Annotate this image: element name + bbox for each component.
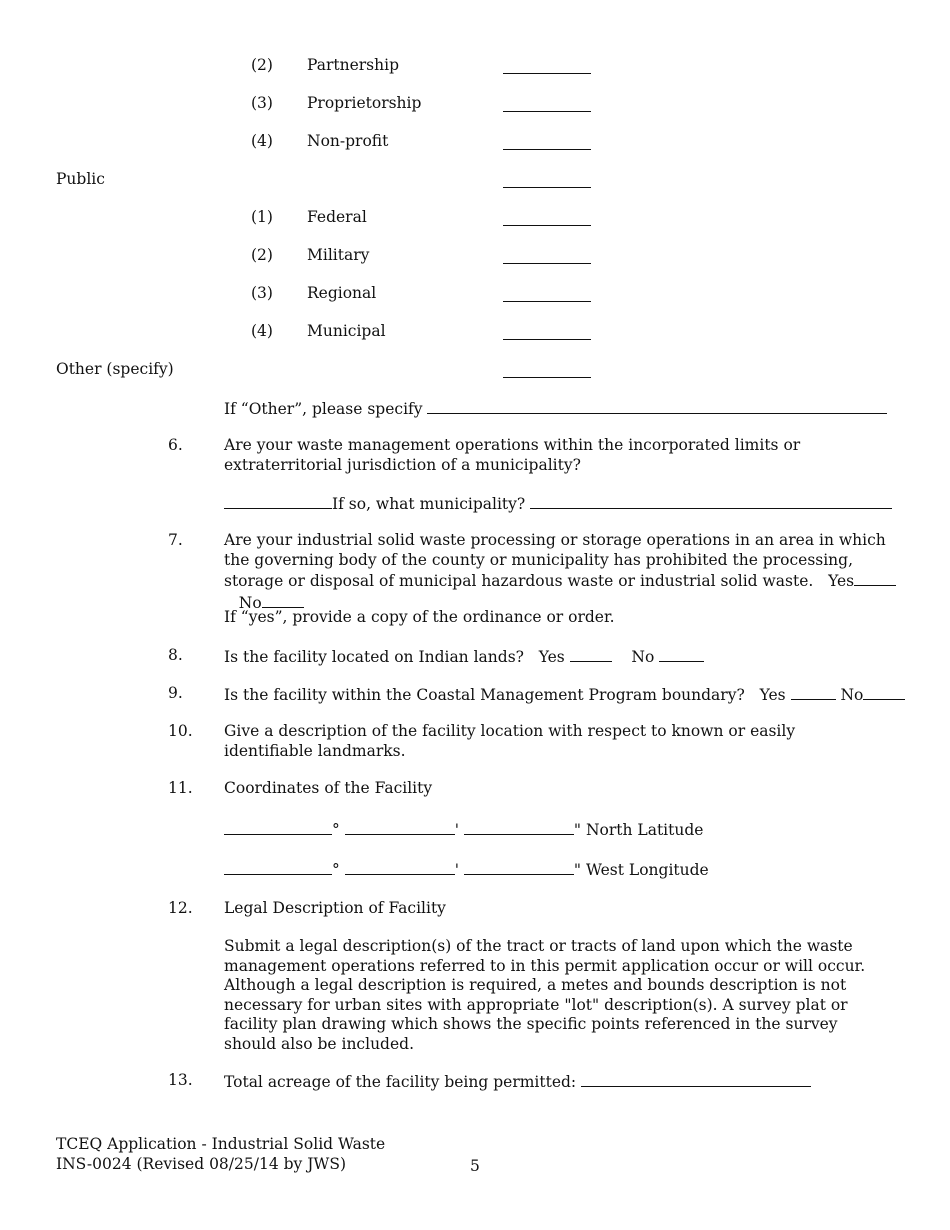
military-blank[interactable] — [503, 263, 591, 264]
question-12-text: Legal Description of Facility — [224, 899, 446, 917]
other-specify-row — [224, 398, 887, 420]
question-9-text: Is the facility within the Coastal Management Program boundary? — [224, 686, 745, 704]
q8-yes-field[interactable] — [570, 646, 612, 662]
regional-blank[interactable] — [503, 301, 591, 302]
second-symbol: " — [573, 821, 582, 839]
item-number: (2) — [251, 246, 273, 264]
question-number: 8. — [168, 646, 183, 664]
q7-no-label: No — [238, 593, 262, 612]
question-7-text: Are your industrial solid waste processing or storage operations in an area in which the governing body of the county or municipality has prohibited the processing, storage or disposal of municipal hazardous waste or industrial solid waste. — [224, 531, 886, 590]
public-blank[interactable] — [503, 187, 591, 188]
question-13-text: Total acreage of the facility being permitted: — [224, 1073, 577, 1091]
question-10-text: Give a description of the facility location with respect to known or easily identifiable landmarks. — [224, 722, 796, 760]
question-number: 13. — [168, 1071, 193, 1089]
partnership-blank[interactable] — [503, 73, 591, 74]
item-number: (2) — [251, 56, 273, 74]
question-number: 7. — [168, 531, 183, 549]
q8-no-label: No — [631, 648, 655, 666]
item-number: (3) — [251, 94, 273, 112]
longitude-degrees-field[interactable] — [224, 859, 332, 875]
item-label-regional: Regional — [307, 284, 377, 302]
longitude-minutes-field[interactable] — [345, 859, 455, 875]
other-specify-field[interactable] — [427, 398, 887, 414]
minute-symbol: ' — [454, 821, 459, 839]
page-number: 5 — [470, 1157, 480, 1175]
degree-symbol: ° — [332, 861, 340, 879]
question-number: 10. — [168, 722, 193, 740]
question-number: 9. — [168, 684, 183, 702]
municipality-label: If so, what municipality? — [332, 495, 526, 513]
q7-no-field[interactable] — [262, 592, 304, 608]
municipality-answer-field[interactable] — [224, 493, 332, 509]
second-symbol: " — [573, 861, 582, 879]
other-blank[interactable] — [503, 377, 591, 378]
question-number: 11. — [168, 779, 193, 797]
question-number: 12. — [168, 899, 193, 917]
footer-title: TCEQ Application - Industrial Solid Waste — [56, 1135, 386, 1153]
item-label-non-profit: Non-profit — [307, 132, 389, 150]
other-heading: Other (specify) — [56, 360, 174, 378]
q8-yes-label: Yes — [538, 648, 565, 666]
question-13-row — [224, 1071, 811, 1093]
acreage-field[interactable] — [581, 1071, 811, 1087]
item-label-partnership: Partnership — [307, 56, 399, 74]
question-12-body: Submit a legal description(s) of the tract or tracts of land upon which the waste management operations referred to in this permit application occur or will occur. Although a legal description is required, a metes and bounds description is not necessary for urban sites with appropriate "lot" description(s). A survey plat or facility plan drawing which shows the specific points referenced in the survey should also be included. — [224, 937, 866, 1053]
q9-yes-label: Yes — [759, 686, 786, 704]
item-number: (1) — [251, 208, 273, 226]
question-7-block — [224, 531, 899, 613]
q8-no-field[interactable] — [659, 646, 704, 662]
question-11-text: Coordinates of the Facility — [224, 779, 433, 797]
question-number: 6. — [168, 436, 183, 454]
item-number: (4) — [251, 322, 273, 340]
question-9-row — [224, 684, 905, 706]
degree-symbol: ° — [332, 821, 340, 839]
item-label-municipal: Municipal — [307, 322, 386, 340]
q9-yes-field[interactable] — [791, 684, 836, 700]
latitude-degrees-field[interactable] — [224, 819, 332, 835]
item-label-military: Military — [307, 246, 370, 264]
item-label-proprietorship: Proprietorship — [307, 94, 422, 112]
q7-yes-label: Yes — [828, 572, 855, 590]
minute-symbol: ' — [454, 861, 459, 879]
federal-blank[interactable] — [503, 225, 591, 226]
latitude-label: North Latitude — [585, 821, 704, 839]
municipality-row — [224, 493, 892, 515]
q9-no-field[interactable] — [863, 684, 905, 700]
question-8-text: Is the facility located on Indian lands? — [224, 648, 524, 666]
longitude-seconds-field[interactable] — [464, 859, 574, 875]
municipal-blank[interactable] — [503, 339, 591, 340]
item-number: (4) — [251, 132, 273, 150]
q7-note: If “yes”, provide a copy of the ordinance or order. — [224, 608, 615, 626]
public-heading: Public — [56, 170, 105, 188]
municipality-name-field[interactable] — [530, 493, 892, 509]
q9-no-label: No — [840, 686, 864, 704]
footer-form-id: INS-0024 (Revised 08/25/14 by JWS) — [56, 1155, 347, 1173]
item-label-federal: Federal — [307, 208, 367, 226]
latitude-row — [224, 819, 703, 841]
latitude-minutes-field[interactable] — [345, 819, 455, 835]
proprietorship-blank[interactable] — [503, 111, 591, 112]
other-specify-label: If “Other”, please specify — [224, 400, 423, 418]
latitude-seconds-field[interactable] — [464, 819, 574, 835]
item-number: (3) — [251, 284, 273, 302]
longitude-row — [224, 859, 709, 881]
question-6-text: Are your waste management operations within the incorporated limits or extraterritorial jurisdiction of a municipality? — [224, 436, 801, 474]
q7-yes-field[interactable] — [854, 570, 896, 586]
non-profit-blank[interactable] — [503, 149, 591, 150]
longitude-label: West Longitude — [585, 861, 709, 879]
question-8-row — [224, 646, 704, 668]
